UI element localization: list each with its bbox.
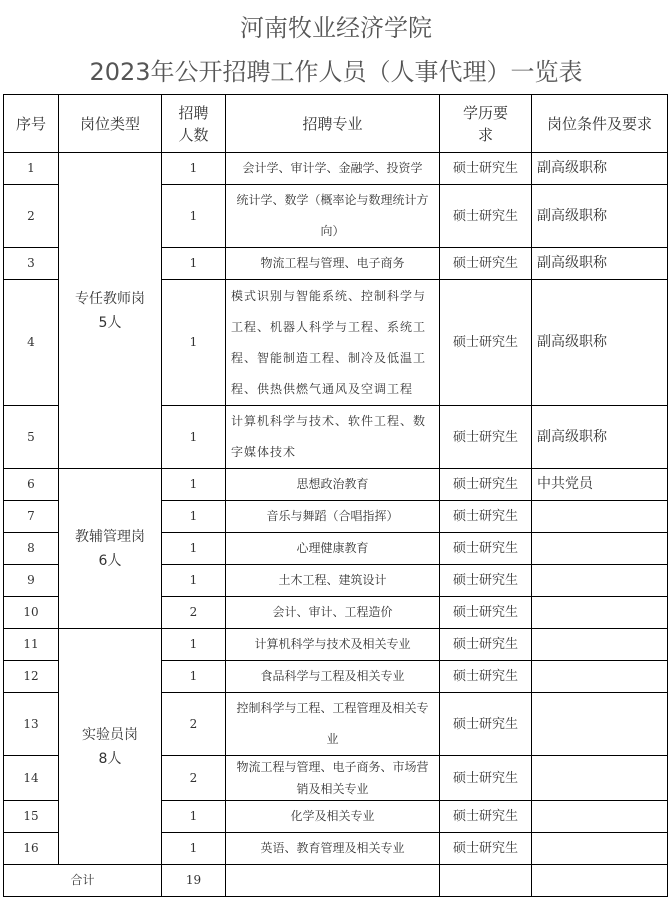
row-index: 10 — [4, 597, 59, 629]
group-name: 专任教师岗 — [75, 290, 145, 307]
row-cond: 中共党员 — [532, 469, 668, 501]
row-index: 16 — [4, 833, 59, 865]
row-count: 1 — [162, 280, 226, 406]
row-count: 1 — [162, 248, 226, 280]
row-major: 计算机科学与技术及相关专业 — [226, 629, 440, 661]
total-row — [4, 865, 668, 897]
row-cond — [532, 693, 668, 756]
row-count: 2 — [162, 693, 226, 756]
row-count: 1 — [162, 406, 226, 469]
row-cond: 副高级职称 — [532, 153, 668, 185]
row-cond: 副高级职称 — [532, 280, 668, 406]
row-count: 1 — [162, 501, 226, 533]
row-index: 11 — [4, 629, 59, 661]
row-major: 英语、教育管理及相关专业 — [226, 833, 440, 865]
header-edu: 学历要求 — [440, 95, 532, 153]
total-edu — [440, 865, 532, 897]
row-index: 6 — [4, 469, 59, 501]
row-count: 1 — [162, 565, 226, 597]
row-index: 13 — [4, 693, 59, 756]
row-edu: 硕士研究生 — [440, 153, 532, 185]
row-major: 食品科学与工程及相关专业 — [226, 661, 440, 693]
total-label: 合计 — [4, 865, 162, 897]
row-edu: 硕士研究生 — [440, 597, 532, 629]
row-cond — [532, 597, 668, 629]
row-edu: 硕士研究生 — [440, 248, 532, 280]
row-edu: 硕士研究生 — [440, 629, 532, 661]
row-major: 心理健康教育 — [226, 533, 440, 565]
row-index: 9 — [4, 565, 59, 597]
row-count: 1 — [162, 533, 226, 565]
row-cond — [532, 661, 668, 693]
row-index: 3 — [4, 248, 59, 280]
header-count: 招聘人数 — [162, 95, 226, 153]
row-major: 土木工程、建筑设计 — [226, 565, 440, 597]
row-index: 5 — [4, 406, 59, 469]
row-cond — [532, 533, 668, 565]
row-index: 14 — [4, 756, 59, 801]
document-title: 河南牧业经济学院 — [240, 14, 432, 42]
row-major: 物流工程与管理、电子商务 — [226, 248, 440, 280]
row-index: 1 — [4, 153, 59, 185]
header-row — [4, 95, 668, 153]
row-major: 化学及相关专业 — [226, 801, 440, 833]
row-index: 2 — [4, 185, 59, 248]
row-edu: 硕士研究生 — [440, 661, 532, 693]
row-count: 1 — [162, 185, 226, 248]
row-edu: 硕士研究生 — [440, 280, 532, 406]
header-cond: 岗位条件及要求 — [532, 95, 668, 153]
row-index: 15 — [4, 801, 59, 833]
row-cond: 副高级职称 — [532, 406, 668, 469]
document-subtitle: 2023年公开招聘工作人员（人事代理）一览表 — [89, 58, 583, 86]
group-name: 实验员岗 — [82, 726, 138, 743]
total-count: 19 — [162, 865, 226, 897]
row-major: 模式识别与智能系统、控制科学与工程、机器人科学与工程、系统工程、智能制造工程、制冷及低温工程、供热供燃气通风及空调工程 — [226, 280, 440, 406]
row-major: 思想政治教育 — [226, 469, 440, 501]
row-cond — [532, 629, 668, 661]
row-index: 4 — [4, 280, 59, 406]
row-count: 1 — [162, 153, 226, 185]
row-count: 2 — [162, 597, 226, 629]
table-row — [4, 153, 668, 185]
row-index: 7 — [4, 501, 59, 533]
header-major: 招聘专业 — [226, 95, 440, 153]
row-major: 会计、审计、工程造价 — [226, 597, 440, 629]
row-edu: 硕士研究生 — [440, 185, 532, 248]
row-major: 音乐与舞蹈（合唱指挥） — [226, 501, 440, 533]
recruitment-table — [3, 94, 668, 897]
table-row — [4, 469, 668, 501]
row-count: 1 — [162, 661, 226, 693]
row-edu: 硕士研究生 — [440, 693, 532, 756]
row-count: 1 — [162, 833, 226, 865]
row-cond — [532, 756, 668, 801]
row-major: 控制科学与工程、工程管理及相关专业 — [226, 693, 440, 756]
total-major — [226, 865, 440, 897]
row-cond — [532, 833, 668, 865]
row-edu: 硕士研究生 — [440, 406, 532, 469]
group-count: 8人 — [98, 750, 122, 767]
total-cond — [532, 865, 668, 897]
row-cond: 副高级职称 — [532, 185, 668, 248]
row-edu: 硕士研究生 — [440, 565, 532, 597]
row-count: 1 — [162, 469, 226, 501]
row-cond: 副高级职称 — [532, 248, 668, 280]
header-index: 序号 — [4, 95, 59, 153]
group-teacher — [59, 153, 162, 469]
row-edu: 硕士研究生 — [440, 469, 532, 501]
group-name: 教辅管理岗 — [75, 528, 145, 545]
row-cond — [532, 565, 668, 597]
group-lab — [59, 629, 162, 865]
row-cond — [532, 801, 668, 833]
row-major: 会计学、审计学、金融学、投资学 — [226, 153, 440, 185]
row-edu: 硕士研究生 — [440, 833, 532, 865]
group-support — [59, 469, 162, 629]
row-count: 2 — [162, 756, 226, 801]
row-cond — [532, 501, 668, 533]
row-major: 物流工程与管理、电子商务、市场营销及相关专业 — [226, 756, 440, 801]
row-index: 12 — [4, 661, 59, 693]
row-major: 计算机科学与技术、软件工程、数字媒体技术 — [226, 406, 440, 469]
row-index: 8 — [4, 533, 59, 565]
row-edu: 硕士研究生 — [440, 801, 532, 833]
group-count: 5人 — [98, 314, 122, 331]
row-count: 1 — [162, 801, 226, 833]
row-edu: 硕士研究生 — [440, 501, 532, 533]
group-count: 6人 — [98, 552, 122, 569]
row-edu: 硕士研究生 — [440, 533, 532, 565]
table-row — [4, 629, 668, 661]
header-type: 岗位类型 — [59, 95, 162, 153]
row-major: 统计学、数学（概率论与数理统计方向） — [226, 185, 440, 248]
row-edu: 硕士研究生 — [440, 756, 532, 801]
row-count: 1 — [162, 629, 226, 661]
